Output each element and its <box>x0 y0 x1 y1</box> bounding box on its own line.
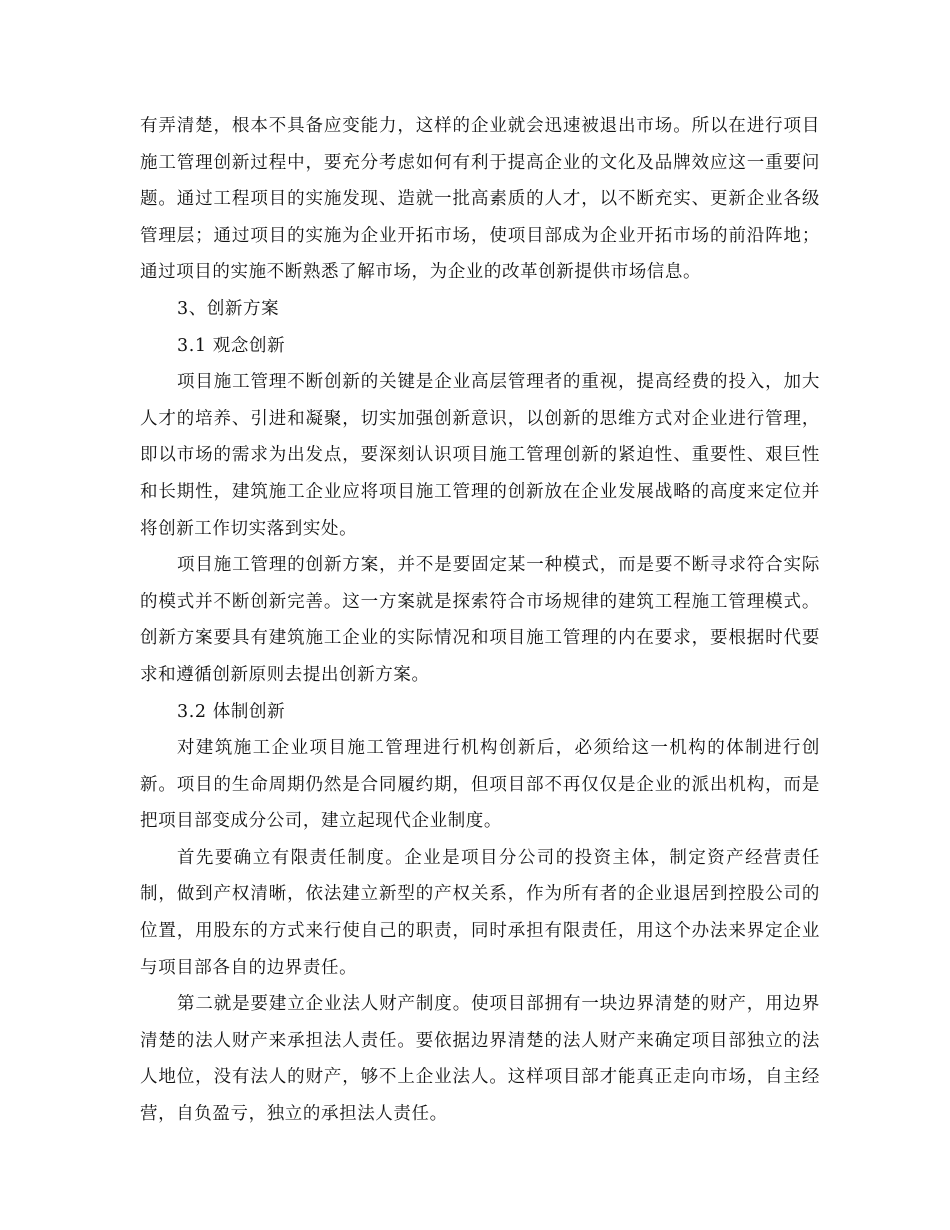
subsection-heading-3-2: 3.2 体制创新 <box>177 701 286 722</box>
subsection-heading-3-1: 3.1 观念创新 <box>177 335 286 356</box>
paragraph-continuation: 有弄清楚，根本不具备应变能力，这样的企业就会迅速被退出市场。所以在进行项目施工管理创新过程中，要充分考虑如何有利于提高企业的文化及品牌效应这一重要问题。通过工程项目的实施发现、造就一批高素质的人才，以不断充实、更新企业各级管理层；通过项目的实施为企业开拓市场，使项目部成为企业开拓市场的前沿阵地；通过项目的实施不断熟悉了解市场，为企业的改革创新提供市场信息。 <box>140 116 820 283</box>
document-body <box>140 108 820 1133</box>
paragraph-system-innovation: 对建筑施工企业项目施工管理进行机构创新后，必须给这一机构的体制进行创新。项目的生命周期仍然是合同履约期，但项目部不再仅仅是企业的派出机构，而是把项目部变成分公司，建立起现代企业制度。 <box>140 738 820 832</box>
section-heading-3: 3、创新方案 <box>177 298 280 319</box>
paragraph-innovation-plan: 项目施工管理的创新方案，并不是要固定某一种模式，而是要不断寻求符合实际的模式并不断创新完善。这一方案就是探索符合市场规律的建筑工程施工管理模式。创新方案要具有建筑施工企业的实际情况和项目施工管理的内在要求，要根据时代要求和遵循创新原则去提出创新方案。 <box>140 555 820 685</box>
paragraph-limited-liability: 首先要确立有限责任制度。企业是项目分公司的投资主体，制定资产经营责任制，做到产权清晰，依法建立新型的产权关系，作为所有者的企业退居到控股公司的位置，用股东的方式来行使自己的职责，同时承担有限责任，用这个办法来界定企业与项目部各自的边界责任。 <box>140 847 820 978</box>
paragraph-legal-property: 第二就是要建立企业法人财产制度。使项目部拥有一块边界清楚的财产，用边界清楚的法人财产来承担法人责任。要依据边界清楚的法人财产来确定项目部独立的法人地位，没有法人的财产，够不上企业法人。这样项目部才能真正走向市场，自主经营，自负盈亏，独立的承担法人责任。 <box>140 994 820 1125</box>
paragraph-concept-innovation: 项目施工管理不断创新的关键是企业高层管理者的重视，提高经费的投入，加大人才的培养、引进和凝聚，切实加强创新意识，以创新的思维方式对企业进行管理，即以市场的需求为出发点，要深刻认识项目施工管理创新的紧迫性、重要性、艰巨性和长期性，建筑施工企业应将项目施工管理的创新放在企业发展战略的高度来定位并将创新工作切实落到实处。 <box>140 372 820 539</box>
